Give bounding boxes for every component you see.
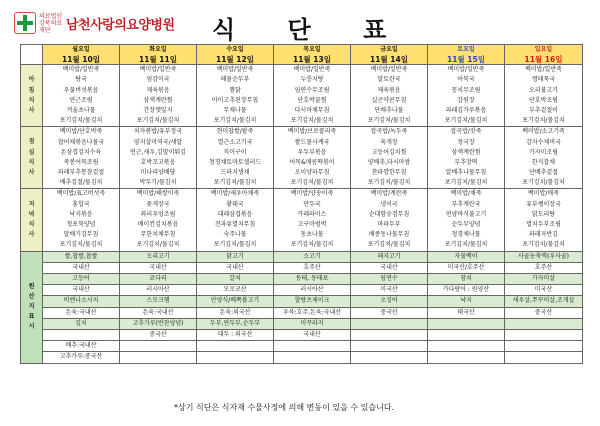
origin-cell: 호주산 xyxy=(274,262,351,273)
menu-item: 파래자반김 xyxy=(529,231,558,239)
day-header xyxy=(351,45,428,65)
menu-item: 만두국 xyxy=(303,200,321,208)
origin-row xyxy=(21,330,583,341)
menu-item: 고구마범벅 xyxy=(297,221,327,229)
origin-cell: 모로코산 xyxy=(197,285,274,296)
menu-item: 백미밥/일반죽 xyxy=(216,66,254,74)
lunch-menu-cell xyxy=(43,127,120,189)
origin-cell: 김치 xyxy=(43,318,120,329)
origin-cell: 고추가루:중국산 xyxy=(43,352,120,363)
origin-cell xyxy=(43,330,120,341)
menu-item: 백미밥/일반죽 xyxy=(370,66,408,74)
origin-cell xyxy=(197,341,274,352)
dinner-menu-cell xyxy=(274,189,351,251)
origin-cell: 러시아산 xyxy=(274,285,351,296)
origin-row xyxy=(21,251,583,262)
menu-item: 제육볶음 xyxy=(146,86,170,94)
menu-item: 드라지생채 xyxy=(220,169,250,177)
origin-row xyxy=(21,285,583,296)
menu-item: 박두기/물김치 xyxy=(139,179,177,187)
day-header xyxy=(428,45,505,65)
label-char: 침 xyxy=(28,86,35,94)
menu-item: 파래부추통참겉절 xyxy=(57,169,105,177)
menu-item: 대패삼겹볶음 xyxy=(217,210,253,218)
origin-cell: 러시아산 xyxy=(120,285,197,296)
menu-item: 실곤약콘무침 xyxy=(371,96,407,104)
lunch-menu-cell xyxy=(197,127,274,189)
menu-item: 포기김치/물김치 xyxy=(213,179,257,187)
origin-cell: 중국산 xyxy=(120,330,197,341)
origin-cell xyxy=(428,318,505,329)
origin-row xyxy=(21,273,583,284)
menu-item: 엄감이국 xyxy=(146,76,170,84)
dinner-row xyxy=(21,189,583,251)
origin-cell: 호주산 xyxy=(505,262,583,273)
day-header xyxy=(43,45,120,65)
day-header xyxy=(274,45,351,65)
origin-row xyxy=(21,341,583,352)
notice-text: *상기 식단은 식자재 수물사정에 의해 변동이 있을 수 있습니다. xyxy=(174,403,395,412)
origin-cell xyxy=(428,341,505,352)
menu-item: 포기김치/물김치 xyxy=(59,117,103,125)
label-char: 식 xyxy=(28,96,35,104)
menu-item: 포기김치/물김치 xyxy=(213,241,257,249)
menu-item: 백미밥/일반죽 xyxy=(447,66,485,74)
menu-item: 미나리양배당 xyxy=(140,169,176,177)
breakfast-menu-cell xyxy=(428,65,505,127)
origin-cell: 미꾸라지 xyxy=(274,318,351,329)
menu-item: 포기김치/물김치 xyxy=(290,117,334,125)
lunch-menu-cell xyxy=(428,127,505,189)
day-date: 11월 14일 xyxy=(370,55,408,65)
breakfast-menu-cell xyxy=(505,65,583,127)
menu-item: 포기김치/물김치 xyxy=(367,117,411,125)
origin-cell: 비엔나소시지 xyxy=(43,296,120,307)
origin-cell: 미국산 xyxy=(351,285,428,296)
menu-item: 배이컨김치볶음 xyxy=(137,221,179,229)
label-char: 점 xyxy=(28,138,35,146)
origin-cell: 고등어 xyxy=(43,273,120,284)
menu-item: 단호박꿀찜 xyxy=(297,96,327,104)
menu-item: 백미밥/새우아채죽 xyxy=(210,190,260,198)
menu-item: 닭도리탕 xyxy=(531,210,556,218)
origin-cell: 할랑츠제이크 xyxy=(274,296,351,307)
menu-item: 삼색계란찜 xyxy=(451,148,481,156)
day-date: 11월 15일 xyxy=(447,55,485,65)
breakfast-label xyxy=(21,65,43,127)
origin-row xyxy=(21,352,583,363)
label-char: 지 xyxy=(28,302,35,310)
origin-cell: 돼지고기 xyxy=(351,251,428,262)
menu-item: 단배추겉절 xyxy=(529,169,558,177)
day-date: 11월 13일 xyxy=(293,55,331,65)
origin-cell xyxy=(120,352,197,363)
origin-cell: 가자미살 xyxy=(505,273,583,284)
menu-item: 간장깻잎지 xyxy=(143,106,173,114)
menu-item: 포기김치/물김치 xyxy=(367,241,411,249)
origin-label xyxy=(21,251,43,363)
origin-cell: 우육:호주,돈육:국내산 xyxy=(274,307,351,318)
menu-item: 포기김치/물김치 xyxy=(444,117,488,125)
menu-item: 찜닭 xyxy=(229,86,241,94)
menu-table xyxy=(20,44,583,364)
origin-row xyxy=(21,262,583,273)
dinner-label xyxy=(21,189,43,251)
origin-cell: 쌀,찹쌀,찹쌀 xyxy=(43,251,120,262)
menu-item: 연근조림 xyxy=(69,96,93,104)
label-char: 사 xyxy=(28,231,35,239)
origin-cell: 배추:국내산 xyxy=(43,341,120,352)
menu-item: 감원장 xyxy=(457,96,475,104)
menu-item: 황태국 xyxy=(226,200,244,208)
day-name: 화요일 xyxy=(149,46,167,53)
menu-item: 꽃게장국 xyxy=(146,200,170,208)
corner-cell xyxy=(21,45,43,65)
menu-item: 유부쌩이장국 xyxy=(526,200,561,208)
lunch-row xyxy=(21,127,583,189)
day-date: 11월 11일 xyxy=(139,55,177,65)
menu-item: 단호박조림 xyxy=(529,96,558,104)
origin-cell xyxy=(428,352,505,363)
menu-item: 백미밥/표고버섯죽 xyxy=(56,190,106,198)
breakfast-menu-cell xyxy=(351,65,428,127)
day-header xyxy=(120,45,197,65)
menu-item: 잡곡밥/잣죽 xyxy=(450,128,482,136)
origin-cell xyxy=(505,341,583,352)
day-name: 수요일 xyxy=(226,46,244,53)
day-header-row xyxy=(21,45,583,65)
menu-item: 쌀드물사계국 xyxy=(294,138,330,146)
origin-cell xyxy=(274,352,351,363)
menu-item: 청경채토마토샐러드 xyxy=(208,158,262,166)
label-char: 사 xyxy=(28,106,35,114)
day-name: 월요일 xyxy=(72,46,90,53)
menu-item: 임연수무조림 xyxy=(294,86,330,94)
day-name: 금요일 xyxy=(380,46,398,53)
menu-item: 포기김치/물김치 xyxy=(522,241,565,249)
day-name: 일요일 xyxy=(534,46,553,53)
menu-item: 포기김치/물김치 xyxy=(444,241,488,249)
origin-cell xyxy=(505,352,583,363)
label-char: 녁 xyxy=(28,210,35,218)
lunch-menu-cell xyxy=(351,127,428,189)
origin-cell: 중국산 xyxy=(351,307,428,318)
origin-cell: 안양식/배쪽볼고기 xyxy=(197,296,274,307)
day-date: 11월 12일 xyxy=(216,55,254,65)
menu-item: 포기김치/물김치 xyxy=(136,241,180,249)
menu-item: 포기김치/물김치 xyxy=(290,241,334,249)
menu-item: 오리불고기 xyxy=(529,86,558,94)
menu-item: 삼색계란찜 xyxy=(143,96,173,104)
breakfast-row xyxy=(21,65,583,127)
menu-item: 명태묵국 xyxy=(531,76,556,84)
label-char: 원 xyxy=(28,282,35,290)
menu-item: 직이구이 xyxy=(223,148,247,156)
origin-cell xyxy=(428,330,505,341)
origin-cell xyxy=(505,318,583,329)
menu-item: 청경채나물 xyxy=(451,231,481,239)
hospital-name: 남천사랑의요양병원 xyxy=(66,17,175,33)
origin-cell: 스모크햄 xyxy=(120,296,197,307)
menu-item: 해물순두부 xyxy=(220,76,250,84)
menu-item: 꽈리우엉조림 xyxy=(140,210,176,218)
origin-cell: 돈육:국내산 xyxy=(120,307,197,318)
menu-item: 연양바식불고기 xyxy=(445,210,487,218)
menu-item: 죽봉어묵조림 xyxy=(63,158,99,166)
menu-item: 배종동나물무침 xyxy=(368,231,410,239)
origin-cell: 미국산/호주산 xyxy=(428,262,505,273)
menu-item: 무채나물 xyxy=(223,106,247,114)
menu-item: 파래김가루볶음 xyxy=(445,106,487,114)
corporation-name: 의료법인 강북의료재단 xyxy=(39,12,63,34)
dinner-menu-cell xyxy=(351,189,428,251)
menu-item: 홍합국 xyxy=(72,200,90,208)
menu-item: 한식잡채 xyxy=(531,158,556,166)
origin-cell xyxy=(351,341,428,352)
origin-cell xyxy=(351,352,428,363)
origin-cell: 가다랑어 : 원양산 xyxy=(428,285,505,296)
dinner-menu-cell xyxy=(197,189,274,251)
menu-item: 돈삼겹김치수육 xyxy=(60,148,102,156)
menu-item: 호박꼬고볶음 xyxy=(140,158,176,166)
menu-item: 연근,새우,김말이튀김 xyxy=(130,148,186,156)
menu-item: 백미밥/단호박죽 xyxy=(59,128,103,136)
origin-cell: 임연수 xyxy=(351,273,428,284)
origin-cell xyxy=(197,352,274,363)
menu-item: 백미밥/해쌍이죽 xyxy=(136,190,180,198)
origin-cell: 국내산 xyxy=(43,262,120,273)
breakfast-menu-cell xyxy=(197,65,274,127)
breakfast-menu-cell xyxy=(120,65,197,127)
lunch-menu-cell xyxy=(120,127,197,189)
menu-item: 부추장떡 xyxy=(454,158,478,166)
menu-item: 포기김치/물김치 xyxy=(213,117,257,125)
origin-cell: 국내산 xyxy=(274,330,351,341)
origin-cell xyxy=(505,330,583,341)
menu-item: 견과류멸치무침 xyxy=(214,221,256,229)
label-char: 시 xyxy=(28,323,35,331)
origin-cell xyxy=(351,330,428,341)
dinner-menu-cell xyxy=(505,189,583,251)
origin-cell: 코다리 xyxy=(120,273,197,284)
menu-item: 백미밥/일반죽 xyxy=(139,66,177,74)
origin-cell: 중국산 xyxy=(505,307,583,318)
origin-row xyxy=(21,318,583,329)
menu-item: 탕국 xyxy=(75,76,87,84)
origin-cell: 새우살,쭈꾸미살,조개살 xyxy=(505,296,583,307)
origin-cell: 오리고기 xyxy=(120,251,197,262)
menu-item: 백미밥/양송이죽 xyxy=(290,190,334,198)
menu-item: 포기김치/물김치 xyxy=(522,179,565,187)
menu-item: 찹어채볶음나물국 xyxy=(57,138,105,146)
menu-item: 숙주나물 xyxy=(223,231,247,239)
menu-item: 단배추나물 xyxy=(374,106,404,114)
menu-item: 백미밥/채죽 xyxy=(450,190,482,198)
menu-item: 어묵국 xyxy=(457,76,475,84)
menu-item: 우불버섯볶음 xyxy=(63,86,99,94)
origin-cell: 미국산 xyxy=(505,285,583,296)
menu-item: 우두부볶음 xyxy=(297,148,327,156)
label-char: 아 xyxy=(28,76,35,84)
page-title: 식 단 표 xyxy=(212,16,409,44)
menu-item: 열근소고기국 xyxy=(217,138,253,146)
menu-item: 순대함숭검무침 xyxy=(368,210,410,218)
origin-cell: 동태, 동태포 xyxy=(274,273,351,284)
menu-item: 양지살미역국/새알 xyxy=(133,138,183,146)
menu-item: 찬파깡한무침 xyxy=(371,169,407,177)
menu-item: 카레라이스 xyxy=(297,210,327,218)
origin-cell: 돈육:외국산 xyxy=(197,307,274,318)
origin-cell xyxy=(274,341,351,352)
menu-item: 현미찹쌀/팥죽 xyxy=(216,128,254,136)
origin-cell: 낙지 xyxy=(428,296,505,307)
menu-item: 알배추나물무침 xyxy=(445,169,487,177)
menu-item: 백미밥/계란죽 xyxy=(370,190,408,198)
breakfast-menu-cell xyxy=(43,65,120,127)
menu-item: 포기김치/물김치 xyxy=(367,179,411,187)
day-date: 11월 10일 xyxy=(62,55,100,65)
origin-cell: 사골농축액(우사골) xyxy=(505,251,583,262)
menu-item: 감자수제비국 xyxy=(526,138,561,146)
label-char: 산 xyxy=(28,292,35,300)
menu-item: 백미밥/브로콜리죽 xyxy=(287,128,337,136)
menu-item: 가자미조림 xyxy=(529,148,558,156)
day-header xyxy=(197,45,274,65)
menu-item: 백미밥/일반죽 xyxy=(525,66,562,74)
medical-cross-icon xyxy=(14,12,36,34)
menu-item: 포기김치/물김치 xyxy=(444,179,488,187)
origin-cell: 국내산 xyxy=(120,262,197,273)
origin-cell: 오징어 xyxy=(351,296,428,307)
menu-item: 오이양파무침 xyxy=(294,169,330,177)
origin-cell: 고추가루(반찬양념) xyxy=(120,318,197,329)
label-char: 심 xyxy=(28,148,35,156)
menu-item: 백미밥/매죽 xyxy=(527,190,559,198)
menu-item: 동초나물 xyxy=(300,231,324,239)
label-char: 식 xyxy=(28,221,35,229)
origin-row xyxy=(21,307,583,318)
origin-cell xyxy=(120,341,197,352)
origin-cell: 갈치 xyxy=(197,273,274,284)
menu-item: 배추겉절/물김치 xyxy=(59,179,103,187)
lunch-menu-cell xyxy=(505,127,583,189)
origin-cell: 국내산 xyxy=(351,262,428,273)
menu-item: 포기김치/물김치 xyxy=(136,117,180,125)
menu-item: 겨울초나물 xyxy=(66,106,96,114)
origin-cell: 국내산 xyxy=(197,262,274,273)
day-header xyxy=(505,45,583,65)
menu-item: 치자볶밥/유부장국 xyxy=(133,128,183,136)
menu-item: 청포묵양념 xyxy=(66,221,96,229)
menu-item: 잡곡밥/녹두죽 xyxy=(370,128,408,136)
menu-item: 마파두부 xyxy=(377,221,401,229)
lunch-menu-cell xyxy=(274,127,351,189)
menu-item: 무한치채무침 xyxy=(140,231,176,239)
origin-cell: 태국산 xyxy=(428,307,505,318)
hospital-logo xyxy=(14,12,175,34)
origin-cell: 대두 : 외국산 xyxy=(197,330,274,341)
menu-item: 포기김치/물김치 xyxy=(522,117,565,125)
origin-cell: 닭고기 xyxy=(197,251,274,262)
menu-item: 알배기김무침 xyxy=(63,231,99,239)
origin-cell: 소고기 xyxy=(274,251,351,262)
lunch-label xyxy=(21,127,43,189)
menu-item: 고등어김치찜 xyxy=(371,148,407,156)
header xyxy=(0,0,600,44)
origin-cell: 참치 xyxy=(428,273,505,284)
menu-item: 양배추,다시마쌈 xyxy=(367,158,411,166)
menu-item: 어묵&매콤떡볶이 xyxy=(289,158,335,166)
menu-item: 백미밥/일반죽 xyxy=(293,66,331,74)
menu-item: 포기김치/물김치 xyxy=(59,241,103,249)
menu-item: 꽁치무조림 xyxy=(451,86,481,94)
dinner-menu-cell xyxy=(120,189,197,251)
menu-item: 누룽지탕 xyxy=(300,76,324,84)
menu-item: 다시마채무침 xyxy=(294,106,330,114)
menu-item: 청국장 xyxy=(457,138,475,146)
menu-item: 부추겉절이 xyxy=(529,106,558,114)
menu-item: 부추계란국 xyxy=(451,200,481,208)
menu-item: 백미밥/소고기죽 xyxy=(522,128,565,136)
label-char: 저 xyxy=(28,200,35,208)
label-char: 사 xyxy=(28,169,35,177)
dinner-menu-cell xyxy=(428,189,505,251)
menu-item: 멸치두부조림 xyxy=(526,221,561,229)
label-char: 표 xyxy=(28,313,35,321)
origin-row xyxy=(21,296,583,307)
menu-item: 백미밥/일반죽 xyxy=(62,66,100,74)
menu-item: 알토란국 xyxy=(377,76,401,84)
origin-cell xyxy=(351,318,428,329)
origin-cell: 국내산 xyxy=(43,285,120,296)
menu-item: 포기김치/물김치 xyxy=(290,179,334,187)
menu-item: 육개장 xyxy=(380,138,398,146)
menu-item: 냉이국 xyxy=(380,200,398,208)
breakfast-menu-cell xyxy=(274,65,351,127)
origin-cell: 돈육:국내산 xyxy=(43,307,120,318)
day-name: 목요일 xyxy=(303,46,321,53)
menu-item: 순두부양념 xyxy=(451,221,481,229)
menu-item: 제육볶음 xyxy=(377,86,401,94)
origin-cell: 두부,연두부,순두부 xyxy=(197,318,274,329)
dinner-menu-cell xyxy=(43,189,120,251)
label-char: 식 xyxy=(28,158,35,166)
menu-item: 아이고추된장무침 xyxy=(211,96,259,104)
menu-item: 낙지볶음 xyxy=(69,210,93,218)
day-date: 11월 16일 xyxy=(524,55,563,65)
origin-cell: 자물백이 xyxy=(428,251,505,262)
day-name: 토요일 xyxy=(457,46,475,53)
